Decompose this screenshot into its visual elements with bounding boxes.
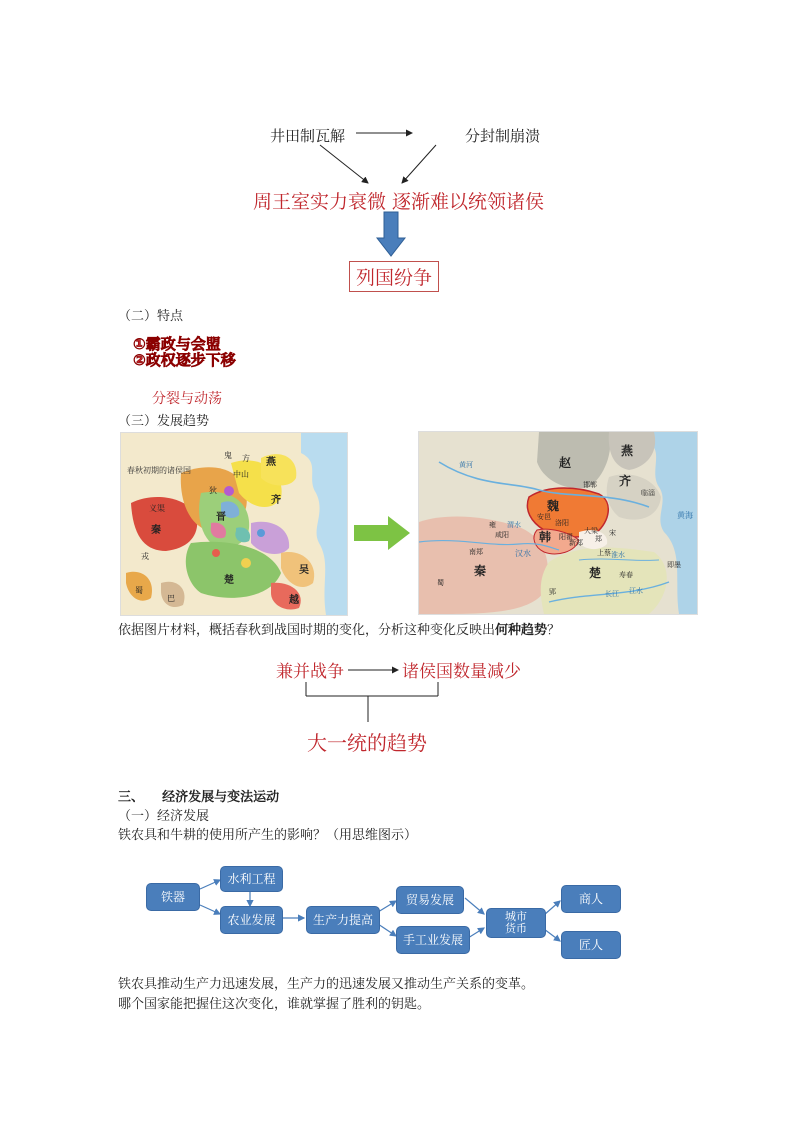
map-right-label: 邯郸	[583, 481, 597, 489]
node-trade: 贸易发展	[396, 886, 464, 914]
node-merchant: 商人	[561, 885, 621, 913]
section2-heading: （二）特点	[118, 309, 184, 324]
map-right-label: 秦	[474, 564, 487, 578]
map-left-label: 义渠	[149, 504, 165, 513]
map-left-label: 齐	[271, 495, 281, 506]
map-left-label: 楚	[224, 575, 234, 586]
map-left-label: 晋	[216, 512, 226, 523]
map-left-label: 巴	[167, 594, 175, 603]
map-right-label: 寿春	[619, 571, 633, 579]
node-agri: 农业发展	[220, 906, 283, 934]
cause-result: 周王室实力衰微 逐渐难以统领诸侯	[253, 191, 545, 213]
map-left-label: 燕	[266, 457, 276, 468]
map-left-label: 吴	[299, 565, 309, 576]
map-right-label: 安邑	[537, 513, 551, 521]
part3-subheading: （一）经济发展	[118, 809, 210, 824]
map-right-label: 雍	[489, 521, 496, 529]
conclusion-1: 铁农具推动生产力迅速发展，生产力的迅速发展又推动生产关系的变革。	[118, 977, 535, 992]
map-left-label: 戎	[141, 552, 149, 561]
map-right-label: 郢	[549, 588, 556, 596]
conclusion-2: 哪个国家能把握住这次变化，谁就掌握了胜利的钥匙。	[118, 997, 431, 1012]
node-city-line1: 城市	[505, 910, 527, 923]
map-right-label: 楚	[589, 566, 602, 580]
map-right-label: 黄海	[677, 511, 693, 520]
map-right-label: 上蔡	[597, 549, 611, 557]
map-right-label: 黄河	[459, 461, 473, 469]
node-city	[486, 908, 546, 938]
map-right-label: 南郑	[469, 548, 483, 556]
map-right-label: 阳翟	[559, 533, 573, 541]
part3-question: 铁农具和牛耕的使用所产生的影响？（用思维图示）	[118, 828, 418, 843]
map-right-label: 临淄	[641, 489, 655, 497]
map-right-label: 江水	[629, 587, 643, 595]
map-right-label: 大梁	[584, 527, 598, 535]
map-right-label: 蜀	[437, 579, 444, 587]
map-right-label: 宋	[609, 529, 616, 537]
map-right-label: 汉水	[515, 549, 531, 558]
right-cause: 分封制崩溃	[465, 127, 541, 145]
map-right-label: 赵	[559, 456, 572, 470]
node-iron: 铁器	[146, 883, 200, 911]
question-mark: ？	[547, 623, 561, 638]
map-right-label: 即墨	[667, 561, 681, 569]
question-emphasis: 何种趋势	[495, 623, 548, 638]
trend-left: 兼并战争	[276, 662, 344, 682]
outcome-box: 列国纷争	[349, 261, 439, 292]
map-left-label: 蜀	[135, 586, 143, 595]
left-cause: 井田制瓦解	[270, 127, 346, 145]
node-craft: 手工业发展	[396, 926, 470, 954]
trend-result: 大一统的趋势	[307, 731, 427, 755]
map-right-label: 郑	[595, 535, 602, 543]
map-right-label: 魏	[547, 499, 560, 513]
node-city-line2: 货币	[505, 922, 527, 935]
node-productivity: 生产力提高	[306, 906, 380, 934]
node-artisan: 匠人	[561, 931, 621, 959]
map-right-label: 淮水	[611, 551, 625, 559]
map-left-title: 春秋初期的诸侯国	[127, 466, 191, 475]
map-left-label: 鬼	[224, 451, 232, 460]
map-left-label: 中山	[233, 470, 249, 479]
map-right-label: 韩	[539, 530, 552, 544]
feature-2: ②政权逐步下移	[133, 351, 236, 369]
map-left-label: 越	[289, 595, 299, 606]
map-right-label: 渭水	[507, 521, 521, 529]
map-right-label: 燕	[621, 444, 634, 458]
map-right-label: 齐	[619, 474, 632, 488]
map-right-label: 咸阳	[495, 531, 509, 539]
map-left-label: 秦	[151, 525, 161, 536]
part3-heading: 三、 经济发展与变法运动	[118, 790, 280, 805]
question-text: 依据图片材料，概括春秋到战国时期的变化，分析这种变化反映出	[118, 623, 496, 638]
node-water: 水利工程	[220, 866, 283, 892]
trend-right: 诸侯国数量减少	[402, 662, 521, 682]
map-right-label: 洛阳	[555, 519, 569, 527]
map-right-label: 新郑	[569, 539, 583, 547]
section2-summary: 分裂与动荡	[152, 391, 222, 407]
map-left-label: 狄	[209, 486, 217, 495]
map-left-label: 方	[242, 454, 250, 463]
map-right-label: 长江	[605, 590, 619, 598]
feature-1: ①霸政与会盟	[133, 335, 221, 353]
section3-heading: （三）发展趋势	[118, 414, 210, 429]
